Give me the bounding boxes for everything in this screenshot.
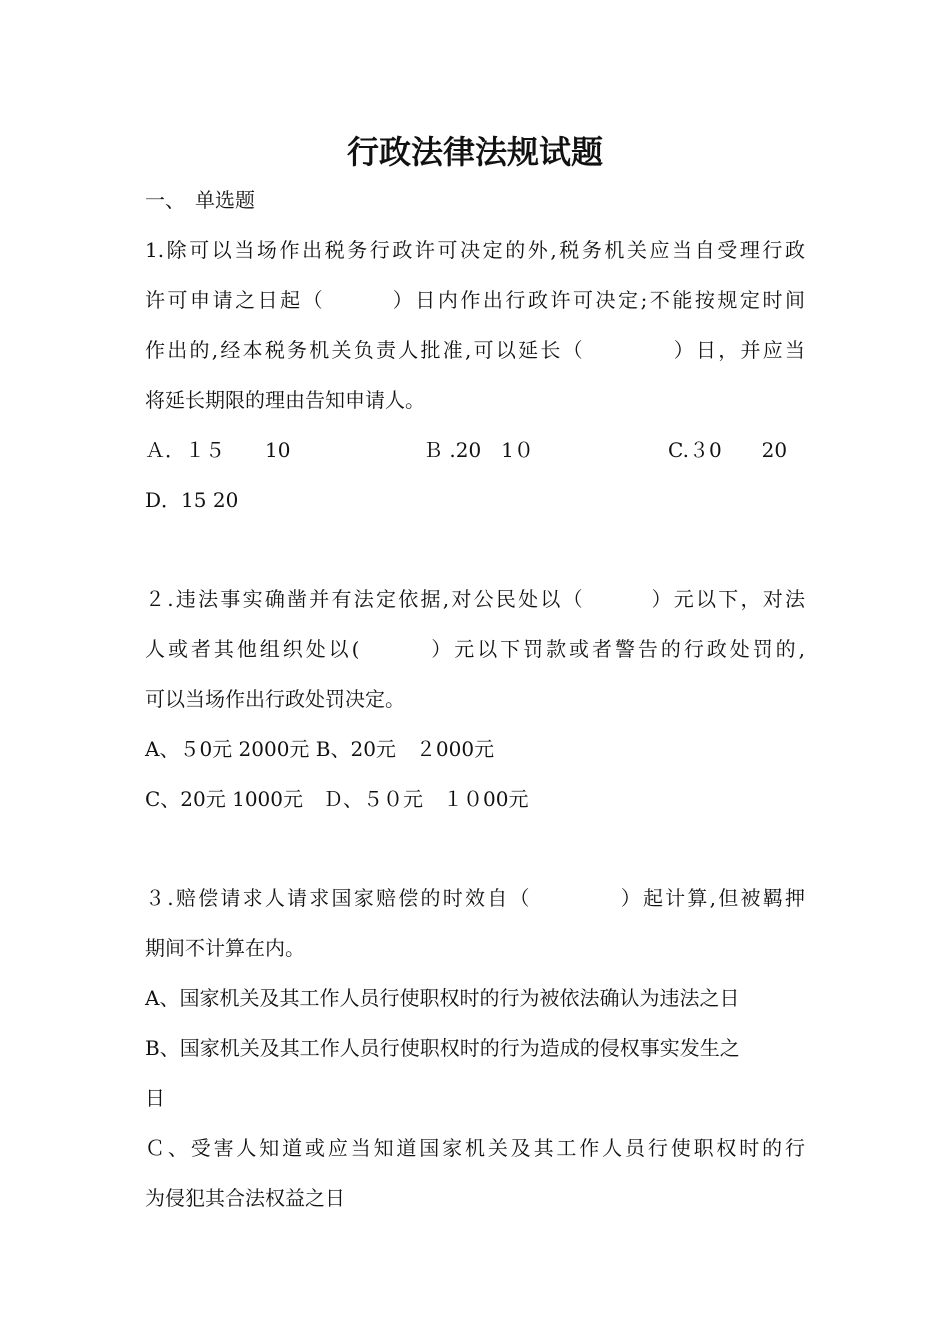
question-3-option-b-line-1: B、国家机关及其工作人员行使职权时的行为造成的侵权事实发生之: [145, 1036, 740, 1060]
question-3-line-2: 期间不计算在内。: [145, 936, 305, 960]
document-title: 行政法律法规试题: [346, 133, 603, 171]
question-2-line-1: ２.违法事实确凿并有法定依据,对公民处以（ ）元以下，对法: [145, 587, 805, 611]
question-3-option-b-line-2: 日: [145, 1086, 165, 1110]
question-1-line-2: 许可申请之日起（ ）日内作出行政许可决定;不能按规定时间: [145, 288, 805, 312]
question-1-line-3: 作出的,经本税务机关负责人批准,可以延长（ ）日，并应当: [145, 338, 805, 362]
question-1-option-b: Ｂ .20 1０: [423, 438, 534, 462]
question-1-line-1: 1.除可以当场作出税务行政许可决定的外,税务机关应当自受理行政: [145, 238, 805, 262]
question-1-line-4: 将延长期限的理由告知申请人。: [145, 388, 425, 412]
question-1-option-a: Ａ．１５ 10: [145, 438, 291, 462]
question-1-option-d: D．15 20: [145, 488, 239, 512]
question-2-options-cd: C、20元 1000元 Ｄ、５０元 １０00元: [145, 787, 529, 811]
question-3-option-c-line-2: 为侵犯其合法权益之日: [145, 1186, 345, 1210]
question-2-options-ab: A、５0元 2000元 B、20元 ２000元: [145, 737, 495, 761]
question-1-option-c: C.３0 20: [668, 438, 788, 462]
question-3-line-1: ３.赔偿请求人请求国家赔偿的时效自（ ）起计算,但被羁押: [145, 886, 805, 910]
question-3-option-a: A、国家机关及其工作人员行使职权时的行为被依法确认为违法之日: [145, 986, 740, 1010]
section-heading: 一、 单选题: [145, 188, 255, 212]
question-2-line-3: 可以当场作出行政处罚决定。: [145, 687, 405, 711]
question-2-line-2: 人或者其他组织处以( ）元以下罚款或者警告的行政处罚的,: [145, 637, 805, 661]
question-3-option-c-line-1: Ｃ、受害人知道或应当知道国家机关及其工作人员行使职权时的行: [145, 1136, 805, 1160]
